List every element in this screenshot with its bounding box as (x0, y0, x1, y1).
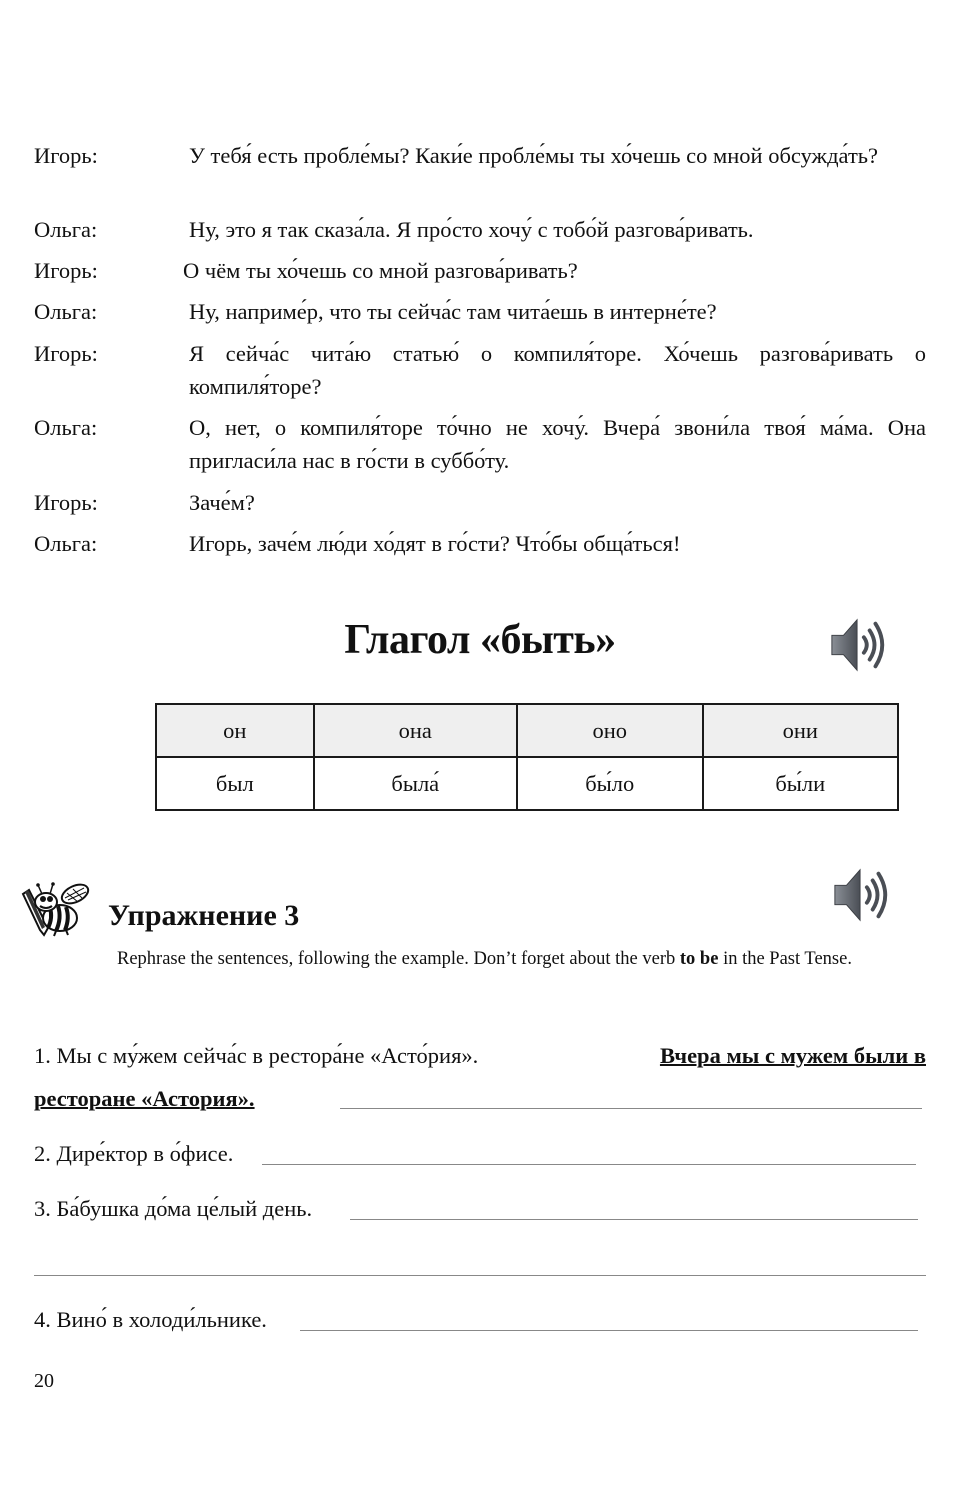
exercise-task-4 (34, 1298, 926, 1342)
exercise-task-3 (34, 1187, 926, 1231)
answer-blank[interactable] (262, 1164, 916, 1165)
exercise-instruction (117, 945, 926, 973)
dialogue-text: О, нет, о компиля́торе то́чно не хочу́. Вчера́ звони́ла твоя́ ма́ма. Она пригласи́ла нас в го́сти в суббо́ту. (189, 415, 926, 473)
task-prompt: 3. Ба́бушка до́ма це́лый день. (34, 1196, 313, 1221)
speaker-name: Игорь: (34, 341, 98, 366)
exercise-task-2 (34, 1132, 926, 1176)
speaker-name: Игорь: (34, 143, 98, 168)
exercise-task-1-cont (34, 1077, 926, 1121)
answer-blank[interactable] (34, 1275, 926, 1276)
verb-form-cell: бы́ло (517, 757, 703, 810)
task-answer[interactable] (34, 1086, 317, 1111)
dialogue-text: Ну, наприме́р, что ты сейча́с там чита́ешь в интерне́те? (189, 299, 717, 324)
speaker-name: Ольга: (34, 299, 98, 324)
dialogue-text: Заче́м? (189, 490, 255, 515)
dialogue-text: У тебя́ есть пробле́мы? Каки́е пробле́мы ты хо́чешь со мной обсужда́ть? (189, 143, 879, 168)
table-header-row (156, 704, 898, 757)
grammar-title: Глагол «быть» (344, 617, 616, 663)
speaker-name: Игорь: (34, 258, 98, 283)
answer-blank[interactable] (340, 1108, 922, 1109)
dialogue-text: Я сейча́с чита́ю статью́ о компиля́торе. Хо́чешь разгова́ривать о компиля́торе? (189, 341, 926, 399)
speaker-icon[interactable] (828, 614, 890, 676)
pronoun-cell: оно (517, 704, 703, 757)
task-prompt: 4. Вино́ в холоди́льнике. (34, 1307, 267, 1332)
task-prompt: 1. Мы с му́жем сейча́с в рестора́не «Асто́рия». (34, 1043, 479, 1068)
speaker-name: Ольга: (34, 415, 98, 440)
pronoun-cell: он (156, 704, 314, 757)
instruction-text: Rephrase the sentences, following the example. Don’t forget about the verb (117, 949, 680, 969)
speaker-name: Игорь: (34, 490, 98, 515)
verb-form-cell: была́ (314, 757, 517, 810)
instruction-emphasis: to be (679, 949, 719, 969)
exercise-title: Упражнение 3 (108, 899, 300, 932)
answer-text: Вчера мы с мужем были в (659, 1043, 926, 1068)
answer-text: ресторане «Астория». (34, 1086, 255, 1111)
verb-form-cell: бы́ли (703, 757, 899, 810)
speaker-name: Ольга: (34, 217, 98, 242)
dialogue-text: Игорь, заче́м лю́ди хо́дят в го́сти? Что́бы обща́ться! (189, 531, 681, 556)
verb-form-cell: был (156, 757, 314, 810)
dialogue-text: Ну, это я так сказа́ла. Я про́сто хочу́ с тобо́й разгова́ривать. (189, 217, 754, 242)
task-prompt: 2. Дире́ктор в о́фисе. (34, 1141, 234, 1166)
instruction-text: in the Past Tense. (718, 949, 852, 969)
speaker-name: Ольга: (34, 531, 98, 556)
answer-blank[interactable] (300, 1330, 918, 1331)
pronoun-cell: они (703, 704, 899, 757)
speaker-icon[interactable] (831, 864, 893, 926)
answer-blank[interactable] (350, 1219, 918, 1220)
page-number: 20 (34, 1370, 54, 1392)
dialogue-text: О чём ты хо́чешь со мной разгова́ривать? (183, 258, 578, 283)
table-row (156, 757, 898, 810)
task-answer[interactable] (638, 1034, 926, 1078)
pronoun-cell: она (314, 704, 517, 757)
verb-conjugation-table (155, 703, 899, 811)
bee-with-pencil-icon (20, 880, 98, 940)
exercise-task-1 (34, 1034, 926, 1078)
